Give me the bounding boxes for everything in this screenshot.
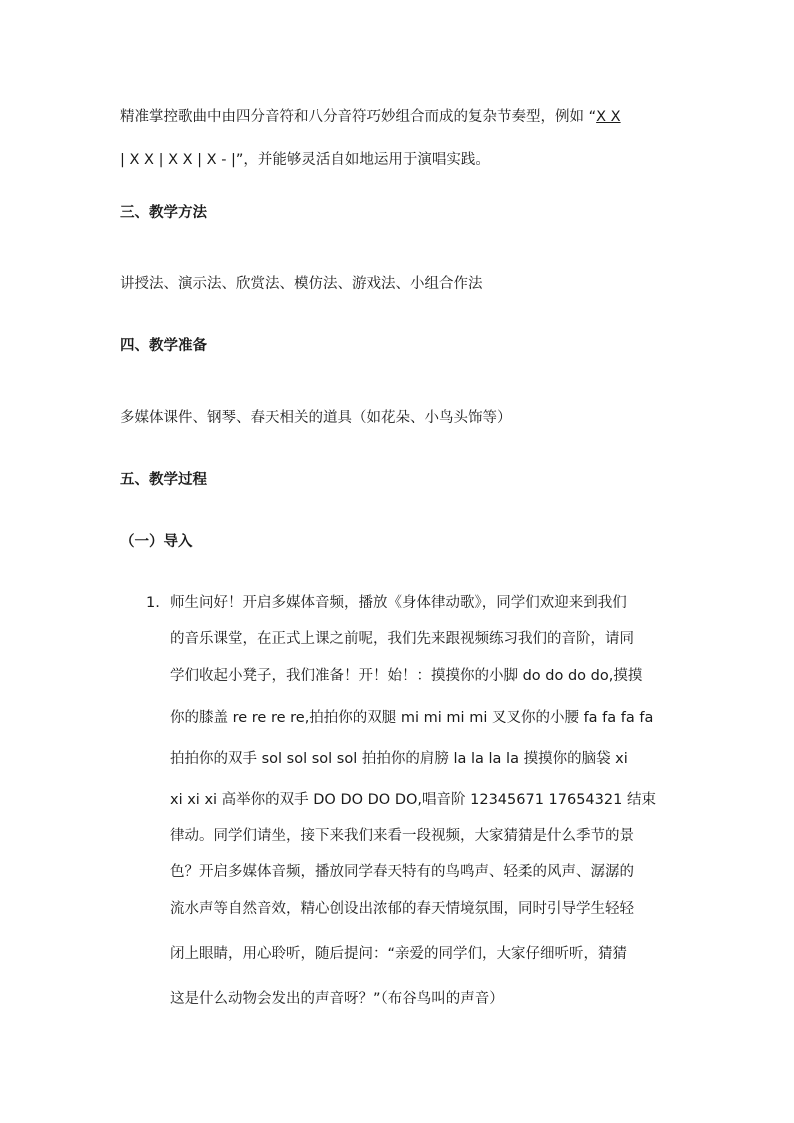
list-item-line: 的音乐课堂，在正式上课之前呢，我们先来跟视频练习我们的音阶，请同 xyxy=(170,631,634,647)
subsection-heading-intro: （一）导入 xyxy=(120,534,193,550)
intro-line-1-text: 精准掌控歌曲中由四分音符和八分音符巧妙组合而成的复杂节奏型，例如 “ xyxy=(120,109,597,125)
list-item-line: xi xi xi 高举你的双手 DO DO DO DO,唱音阶 12345671 17654321 结束 xyxy=(170,792,656,808)
list-item-line: 色？开启多媒体音频，播放同学春天特有的鸟鸣声、轻柔的风声、潺潺的 xyxy=(170,864,634,880)
list-item-line: 师生问好！开启多媒体音频，播放《身体律动歌》，同学们欢迎来到我们 xyxy=(170,595,627,611)
list-item-number: 1. xyxy=(146,595,160,611)
section-heading-preparation: 四、教学准备 xyxy=(120,338,207,354)
list-item-line: 你的膝盖 re re re re,拍拍你的双腿 mi mi mi mi 叉叉你的小腰 fa fa fa fa xyxy=(170,710,654,726)
list-item-line: 拍拍你的双手 sol sol sol sol 拍拍你的肩膀 la la la la 摸摸你的脑袋 xi xyxy=(170,751,628,767)
list-item-line: 律动。同学们请坐，接下来我们来看一段视频，大家猜猜是什么季节的景 xyxy=(170,828,634,844)
list-item-line: 流水声等自然音效，精心创设出浓郁的春天情境氛围，同时引导学生轻轻 xyxy=(170,901,634,917)
intro-line-1 xyxy=(120,107,621,127)
section-heading-methods: 三、教学方法 xyxy=(120,205,207,221)
intro-line-2: | X X | X X | X - |”，并能够灵活自如地运用于演唱实践。 xyxy=(120,152,490,168)
section-body-methods: 讲授法、演示法、欣赏法、模仿法、游戏法、小组合作法 xyxy=(120,276,483,292)
list-item-line: 学们收起小凳子，我们准备！开！始！：摸摸你的小脚 do do do do,摸摸 xyxy=(170,668,643,684)
list-item-line: 闭上眼睛，用心聆听，随后提问：“亲爱的同学们，大家仔细听听，猜猜 xyxy=(170,946,628,962)
list-item-line: 这是什么动物会发出的声音呀？”（布谷鸟叫的声音） xyxy=(170,991,504,1007)
rhythm-underlined: X X xyxy=(596,109,621,125)
section-body-preparation: 多媒体课件、钢琴、春天相关的道具（如花朵、小鸟头饰等） xyxy=(120,410,512,426)
section-heading-process: 五、教学过程 xyxy=(120,472,207,488)
